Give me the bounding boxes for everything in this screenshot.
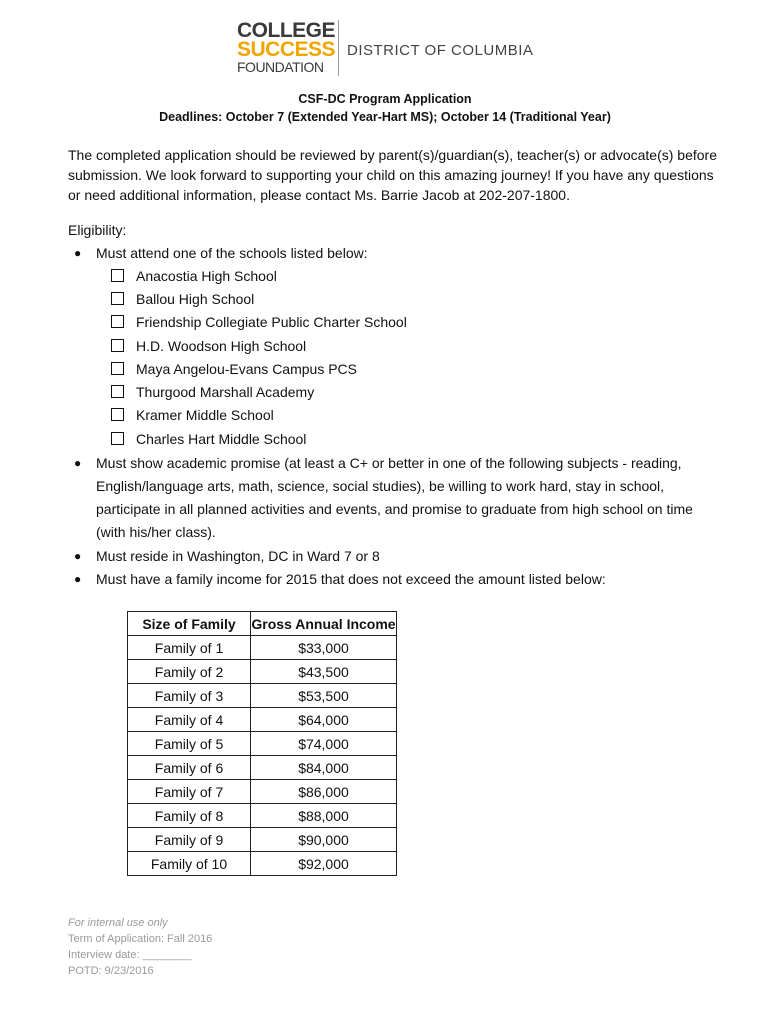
income-cell: $92,000	[251, 852, 397, 876]
checkbox-icon[interactable]	[111, 339, 124, 352]
school-name: H.D. Woodson High School	[136, 338, 307, 354]
income-cell: $64,000	[251, 708, 397, 732]
logo-foundation: FOUNDATION	[237, 59, 324, 75]
school-name: Charles Hart Middle School	[136, 431, 307, 447]
column-header-income: Gross Annual Income	[251, 612, 397, 636]
family-size-cell: Family of 6	[128, 756, 251, 780]
intro-paragraph: The completed application should be reviewed by parent(s)/guardian(s), teacher(s) or advocate(s) before submission. We look forward to supporting your child on this amazing journey! If you have any questions or need additional information, please contact Ms. Barrie Jacob at 202-207-1800.	[68, 147, 718, 203]
eligibility-label: Eligibility:	[68, 222, 127, 238]
checkbox-icon[interactable]	[111, 385, 124, 398]
table-row	[128, 732, 397, 756]
school-name: Ballou High School	[136, 291, 255, 307]
checkbox-icon[interactable]	[111, 292, 124, 305]
table-row	[128, 684, 397, 708]
family-size-cell: Family of 8	[128, 804, 251, 828]
table-row	[128, 804, 397, 828]
table-row	[128, 708, 397, 732]
income-cell: $88,000	[251, 804, 397, 828]
term-of-application: Term of Application: Fall 2016	[68, 933, 213, 945]
internal-use-block	[68, 915, 212, 979]
table-row	[128, 852, 397, 876]
bullet-icon: ●	[74, 572, 82, 586]
income-cell: $90,000	[251, 828, 397, 852]
table-row	[128, 660, 397, 684]
family-size-cell: Family of 4	[128, 708, 251, 732]
income-cell: $74,000	[251, 732, 397, 756]
potd-date: POTD: 9/23/2016	[68, 965, 154, 977]
logo-success: SUCCESS	[237, 38, 336, 61]
school-name: Thurgood Marshall Academy	[136, 384, 315, 400]
school-name: Friendship Collegiate Public Charter School	[136, 314, 407, 330]
bullet-icon: ●	[74, 456, 82, 470]
school-name: Kramer Middle School	[136, 407, 274, 423]
family-size-cell: Family of 9	[128, 828, 251, 852]
table-row	[128, 756, 397, 780]
csf-logo	[237, 20, 537, 78]
income-cell: $86,000	[251, 780, 397, 804]
logo-district: DISTRICT OF COLUMBIA	[347, 42, 534, 59]
internal-use-label: For internal use only	[68, 917, 168, 929]
logo-divider	[338, 20, 339, 76]
checkbox-icon[interactable]	[111, 432, 124, 445]
family-size-cell: Family of 1	[128, 636, 251, 660]
income-cell: $43,500	[251, 660, 397, 684]
family-size-cell: Family of 7	[128, 780, 251, 804]
table-header-row	[128, 612, 397, 636]
income-table	[127, 611, 397, 876]
checkbox-icon[interactable]	[111, 269, 124, 282]
school-name: Maya Angelou-Evans Campus PCS	[136, 361, 357, 377]
income-cell: $53,500	[251, 684, 397, 708]
table-row	[128, 780, 397, 804]
bullet-text: Must attend one of the schools listed below:	[96, 245, 368, 261]
family-size-cell: Family of 3	[128, 684, 251, 708]
bullet-text: Must show academic promise (at least a C+ or better in one of the following subjects - reading, English/language arts, math, science, social studies), be willing to work hard, stay in school, participate in all planned activities and events, and promise to graduate from high school on time (with his/her class).	[96, 455, 693, 540]
checkbox-icon[interactable]	[111, 408, 124, 421]
column-header-family-size: Size of Family	[128, 612, 251, 636]
bullet-text: Must reside in Washington, DC in Ward 7 or 8	[96, 548, 380, 564]
interview-date: Interview date: ________	[68, 949, 192, 961]
bullet-icon: ●	[74, 549, 82, 563]
deadlines: Deadlines: October 7 (Extended Year-Hart MS); October 14 (Traditional Year)	[159, 110, 611, 124]
table-row	[128, 636, 397, 660]
school-name: Anacostia High School	[136, 268, 277, 284]
table-row	[128, 828, 397, 852]
bullet-icon: ●	[74, 246, 82, 260]
bullet-text: Must have a family income for 2015 that does not exceed the amount listed below:	[96, 571, 606, 587]
logo-college: COLLEGE	[237, 19, 336, 42]
checkbox-icon[interactable]	[111, 362, 124, 375]
income-cell: $33,000	[251, 636, 397, 660]
family-size-cell: Family of 2	[128, 660, 251, 684]
income-cell: $84,000	[251, 756, 397, 780]
family-size-cell: Family of 5	[128, 732, 251, 756]
checkbox-icon[interactable]	[111, 315, 124, 328]
page-title: CSF-DC Program Application	[298, 92, 472, 106]
family-size-cell: Family of 10	[128, 852, 251, 876]
